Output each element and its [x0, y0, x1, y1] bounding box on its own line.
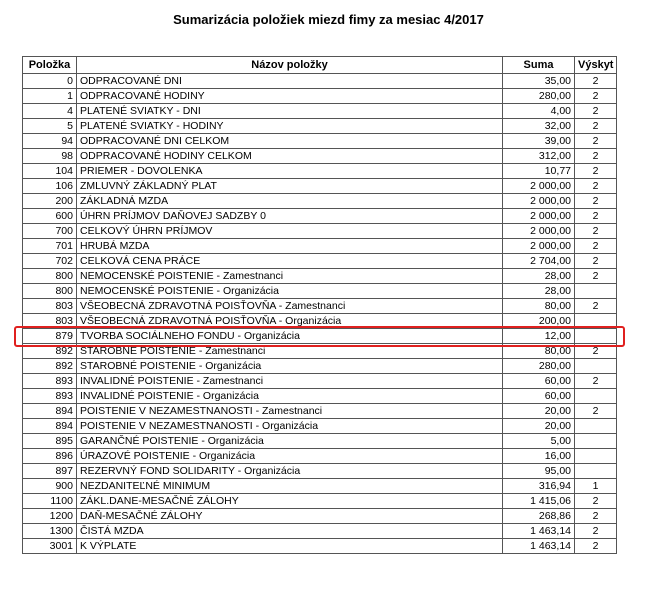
item-count: 2	[575, 509, 617, 524]
table-row	[23, 74, 617, 89]
item-code: 803	[23, 314, 77, 329]
item-count	[575, 449, 617, 464]
table-row	[23, 104, 617, 119]
item-sum: 32,00	[503, 119, 575, 134]
item-sum: 4,00	[503, 104, 575, 119]
item-sum: 28,00	[503, 284, 575, 299]
item-code: 600	[23, 209, 77, 224]
item-name: ODPRACOVANÉ HODINY	[77, 89, 503, 104]
item-sum: 2 000,00	[503, 239, 575, 254]
table-header-row	[23, 57, 617, 74]
item-sum: 2 704,00	[503, 254, 575, 269]
item-name: ODPRACOVANÉ HODINY CELKOM	[77, 149, 503, 164]
table-row	[23, 179, 617, 194]
item-sum: 60,00	[503, 374, 575, 389]
item-name: NEMOCENSKÉ POISTENIE - Organizácia	[77, 284, 503, 299]
item-sum: 10,77	[503, 164, 575, 179]
table-row	[23, 539, 617, 554]
item-name: STAROBNÉ POISTENIE - Organizácia	[77, 359, 503, 374]
item-name: PLATENÉ SVIATKY - DNI	[77, 104, 503, 119]
table-row	[23, 119, 617, 134]
item-sum: 1 415,06	[503, 494, 575, 509]
item-code: 894	[23, 419, 77, 434]
table-row	[23, 314, 617, 329]
table-row	[23, 464, 617, 479]
item-count: 2	[575, 539, 617, 554]
item-sum: 2 000,00	[503, 209, 575, 224]
item-sum: 316,94	[503, 479, 575, 494]
table-row	[23, 254, 617, 269]
table-row	[23, 434, 617, 449]
item-sum: 5,00	[503, 434, 575, 449]
item-code: 5	[23, 119, 77, 134]
item-code: 803	[23, 299, 77, 314]
column-header-item-code: Položka	[23, 57, 77, 74]
item-count: 2	[575, 209, 617, 224]
item-code: 4	[23, 104, 77, 119]
item-name: REZERVNÝ FOND SOLIDARITY - Organizácia	[77, 464, 503, 479]
item-code: 1200	[23, 509, 77, 524]
item-name: PLATENÉ SVIATKY - HODINY	[77, 119, 503, 134]
item-code: 800	[23, 284, 77, 299]
table-row	[23, 209, 617, 224]
table-row	[23, 509, 617, 524]
item-code: 879	[23, 329, 77, 344]
table-row	[23, 239, 617, 254]
item-code: 98	[23, 149, 77, 164]
item-name: HRUBÁ MZDA	[77, 239, 503, 254]
item-code: 1100	[23, 494, 77, 509]
table-row	[23, 269, 617, 284]
item-sum: 2 000,00	[503, 224, 575, 239]
item-count: 2	[575, 149, 617, 164]
item-count: 2	[575, 404, 617, 419]
item-name: VŠEOBECNÁ ZDRAVOTNÁ POISŤOVŇA - Organizácia	[77, 314, 503, 329]
item-count	[575, 464, 617, 479]
item-name: ZÁKLADNÁ MZDA	[77, 194, 503, 209]
item-sum: 2 000,00	[503, 194, 575, 209]
item-sum: 1 463,14	[503, 524, 575, 539]
item-code: 900	[23, 479, 77, 494]
table-row	[23, 479, 617, 494]
item-count: 2	[575, 299, 617, 314]
table-row	[23, 194, 617, 209]
item-sum: 280,00	[503, 89, 575, 104]
item-count	[575, 284, 617, 299]
item-code: 897	[23, 464, 77, 479]
item-sum: 35,00	[503, 74, 575, 89]
item-code: 106	[23, 179, 77, 194]
item-count: 2	[575, 239, 617, 254]
item-name: NEMOCENSKÉ POISTENIE - Zamestnanci	[77, 269, 503, 284]
table-row	[23, 524, 617, 539]
item-sum: 28,00	[503, 269, 575, 284]
item-code: 0	[23, 74, 77, 89]
item-code: 896	[23, 449, 77, 464]
item-name: VŠEOBECNÁ ZDRAVOTNÁ POISŤOVŇA - Zamestnanci	[77, 299, 503, 314]
item-name: STAROBNÉ POISTENIE - Zamestnanci	[77, 344, 503, 359]
item-name: ODPRACOVANÉ DNI	[77, 74, 503, 89]
item-sum: 2 000,00	[503, 179, 575, 194]
item-sum: 312,00	[503, 149, 575, 164]
item-count	[575, 359, 617, 374]
item-count: 2	[575, 104, 617, 119]
item-name: GARANČNÉ POISTENIE - Organizácia	[77, 434, 503, 449]
item-code: 895	[23, 434, 77, 449]
item-name: POISTENIE V NEZAMESTNANOSTI - Organizácia	[77, 419, 503, 434]
table-row	[23, 329, 617, 344]
item-code: 800	[23, 269, 77, 284]
item-name: TVORBA SOCIÁLNEHO FONDU - Organizácia	[77, 329, 503, 344]
item-sum: 280,00	[503, 359, 575, 374]
item-code: 894	[23, 404, 77, 419]
item-sum: 16,00	[503, 449, 575, 464]
item-code: 701	[23, 239, 77, 254]
table-row	[23, 134, 617, 149]
item-count: 2	[575, 254, 617, 269]
item-name: K VÝPLATE	[77, 539, 503, 554]
item-sum: 39,00	[503, 134, 575, 149]
item-sum: 60,00	[503, 389, 575, 404]
table-row	[23, 404, 617, 419]
item-code: 104	[23, 164, 77, 179]
item-name: NEZDANITEĽNÉ MINIMUM	[77, 479, 503, 494]
item-count	[575, 419, 617, 434]
item-count: 2	[575, 269, 617, 284]
item-sum: 80,00	[503, 344, 575, 359]
report-title: Sumarizácia položiek miezd fimy za mesiac 4/2017	[173, 12, 484, 27]
item-name: ZÁKL.DANE-MESAČNÉ ZÁLOHY	[77, 494, 503, 509]
item-count: 2	[575, 89, 617, 104]
table-row	[23, 374, 617, 389]
table-row	[23, 359, 617, 374]
table-row	[23, 299, 617, 314]
item-count: 2	[575, 134, 617, 149]
item-name: ÚHRN PRÍJMOV DAŇOVEJ SADZBY 0	[77, 209, 503, 224]
item-code: 892	[23, 344, 77, 359]
item-code: 702	[23, 254, 77, 269]
item-code: 3001	[23, 539, 77, 554]
column-header-item-name: Názov položky	[77, 57, 503, 74]
item-sum: 80,00	[503, 299, 575, 314]
payroll-items-table	[22, 56, 617, 554]
item-sum: 1 463,14	[503, 539, 575, 554]
item-code: 892	[23, 359, 77, 374]
item-count: 2	[575, 494, 617, 509]
item-code: 893	[23, 374, 77, 389]
item-count: 2	[575, 164, 617, 179]
item-sum: 12,00	[503, 329, 575, 344]
table-row	[23, 449, 617, 464]
item-code: 200	[23, 194, 77, 209]
item-count: 2	[575, 374, 617, 389]
item-name: INVALIDNÉ POISTENIE - Organizácia	[77, 389, 503, 404]
table-row	[23, 494, 617, 509]
table-row	[23, 389, 617, 404]
item-count: 2	[575, 344, 617, 359]
item-name: ODPRACOVANÉ DNI CELKOM	[77, 134, 503, 149]
item-name: CELKOVÝ ÚHRN PRÍJMOV	[77, 224, 503, 239]
item-count	[575, 329, 617, 344]
item-code: 700	[23, 224, 77, 239]
item-name: POISTENIE V NEZAMESTNANOSTI - Zamestnanci	[77, 404, 503, 419]
table-row	[23, 419, 617, 434]
item-sum: 20,00	[503, 419, 575, 434]
item-count	[575, 389, 617, 404]
column-header-sum: Suma	[503, 57, 575, 74]
table-row	[23, 149, 617, 164]
item-code: 1300	[23, 524, 77, 539]
item-name: DAŇ-MESAČNÉ ZÁLOHY	[77, 509, 503, 524]
table-row	[23, 224, 617, 239]
column-header-occurrence: Výskyt	[575, 57, 617, 74]
item-count: 1	[575, 479, 617, 494]
item-count	[575, 314, 617, 329]
item-count: 2	[575, 224, 617, 239]
item-name: PRIEMER - DOVOLENKA	[77, 164, 503, 179]
item-name: ZMLUVNÝ ZÁKLADNÝ PLAT	[77, 179, 503, 194]
item-name: CELKOVÁ CENA PRÁCE	[77, 254, 503, 269]
item-name: INVALIDNÉ POISTENIE - Zamestnanci	[77, 374, 503, 389]
item-count: 2	[575, 194, 617, 209]
table-row	[23, 89, 617, 104]
item-count: 2	[575, 74, 617, 89]
item-sum: 200,00	[503, 314, 575, 329]
item-sum: 20,00	[503, 404, 575, 419]
item-sum: 95,00	[503, 464, 575, 479]
item-code: 893	[23, 389, 77, 404]
item-code: 94	[23, 134, 77, 149]
item-count: 2	[575, 179, 617, 194]
item-sum: 268,86	[503, 509, 575, 524]
item-count: 2	[575, 119, 617, 134]
item-count: 2	[575, 524, 617, 539]
item-name: ÚRAZOVÉ POISTENIE - Organizácia	[77, 449, 503, 464]
item-name: ČISTÁ MZDA	[77, 524, 503, 539]
table-row	[23, 164, 617, 179]
item-code: 1	[23, 89, 77, 104]
table-row	[23, 284, 617, 299]
table-row	[23, 344, 617, 359]
item-count	[575, 434, 617, 449]
